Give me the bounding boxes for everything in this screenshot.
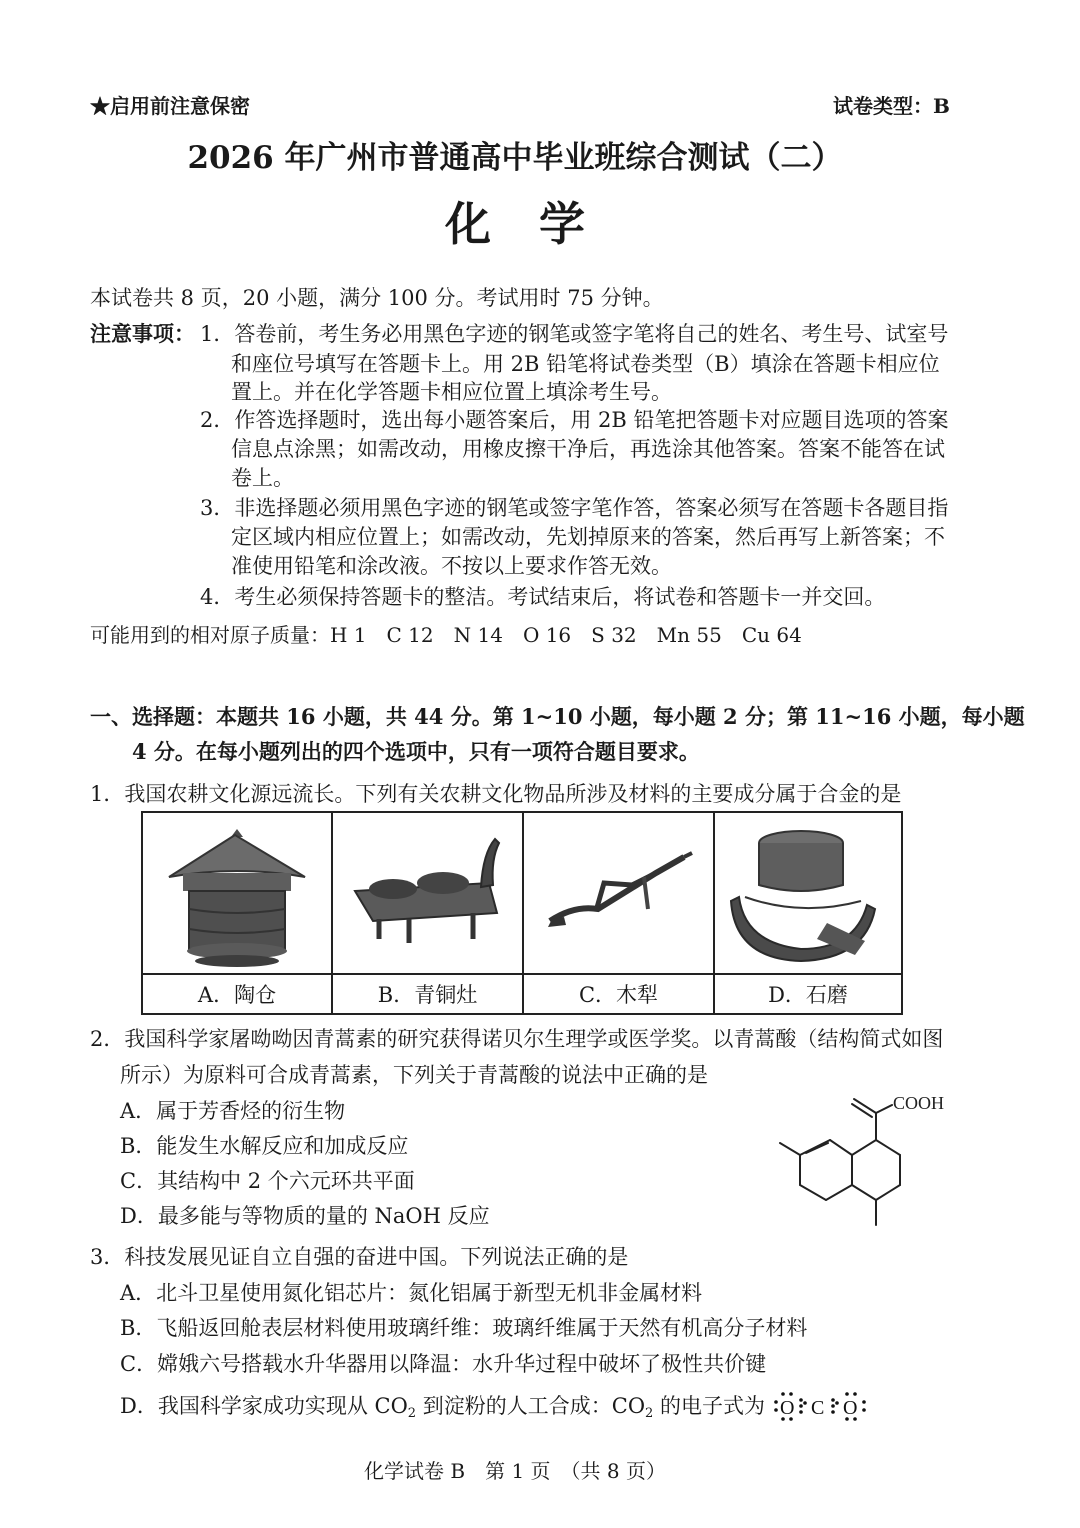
notice-line: 信息点涂黑；如需改动，用橡皮擦干净后，再选涂其他答案。答案不能答在试 — [231, 437, 945, 461]
section-heading: 一、选择题：本题共 16 小题，共 44 分。第 1~10 小题，每小题 2 分；第 11~16 小题，每小题 — [90, 704, 1025, 729]
q1-option-a-cell — [143, 813, 333, 1013]
q2-stem-cont: 所示）为原料可合成青蒿素，下列关于青蒿酸的说法中正确的是 — [120, 1063, 708, 1087]
notice-line: 1．答卷前，考生务必用黑色字迹的钢笔或签字笔将自己的姓名、考生号、试室号 — [200, 322, 949, 346]
q1-stem: 1．我国农耕文化源远流长。下列有关农耕文化物品所涉及材料的主要成分属于合金的是 — [90, 782, 902, 806]
notice-line: 和座位号填写在答题卡上。用 2B 铅笔将试卷类型（B）填涂在答题卡相应位 — [231, 352, 940, 376]
subscript: 2 — [645, 1406, 654, 1421]
section-heading-cont: 4 分。在每小题列出的四个选项中，只有一项符合题目要求。 — [132, 739, 700, 764]
notice-line: 准使用铅笔和涂改液。不按以上要求作答无效。 — [231, 554, 672, 578]
notice-line: 4．考生必须保持答题卡的整洁。考试结束后，将试卷和答题卡一并交回。 — [200, 585, 886, 609]
q3-option-c: C．嫦娥六号搭载水升华器用以降温：水升华过程中破坏了极性共价键 — [120, 1352, 767, 1376]
paper-type-label: 试卷类型：B — [833, 94, 950, 118]
q1-option-d: D．石磨 — [768, 983, 848, 1007]
subscript: 2 — [407, 1406, 417, 1421]
q3-option-d-text: 的电子式为 — [653, 1394, 766, 1418]
q3-option-d — [120, 1392, 868, 1428]
q1-option-c: C．木犁 — [578, 983, 659, 1007]
oxygen-atom: O — [842, 1397, 858, 1419]
q2-stem: 2．我国科学家屠呦呦因青蒿素的研究获得诺贝尔生理学或医学奖。以青蒿酸（结构简式如图 — [90, 1027, 944, 1051]
carbon-atom: C — [810, 1397, 825, 1419]
confidential-label: ★启用前注意保密 — [90, 94, 250, 118]
notice-label: 注意事项： — [90, 321, 195, 346]
wooden-plough-image — [524, 813, 713, 975]
notice-line: 定区域内相应位置上；如需改动，先划掉原来的答案，然后再写上新答案；不 — [231, 525, 945, 549]
page-footer: 化学试卷 B 第 1 页 （共 8 页） — [364, 1459, 666, 1483]
q1-option-b: B．青铜灶 — [377, 983, 478, 1007]
q3-option-d-text: 到淀粉的人工合成：CO — [416, 1394, 646, 1418]
q2-option-a: A．属于芳香烃的衍生物 — [120, 1099, 346, 1123]
q1-option-c-cell — [524, 813, 715, 1013]
q3-option-d-text: D．我国科学家成功实现从 CO — [120, 1394, 408, 1418]
notice-line: 2．作答选择题时，选出每小题答案后，用 2B 铅笔把答题卡对应题目选项的答案 — [200, 408, 949, 432]
q2-option-b: B．能发生水解反应和加成反应 — [120, 1134, 409, 1158]
q3-option-b: B．飞船返回舱表层材料使用玻璃纤维：玻璃纤维属于天然有机高分子材料 — [120, 1316, 808, 1340]
artemisinic-acid-structure — [770, 1085, 970, 1235]
pottery-granary-image — [143, 813, 331, 975]
subject-title: 化学 — [445, 197, 633, 251]
q3-option-a: A．北斗卫星使用氮化铝芯片：氮化铝属于新型无机非金属材料 — [120, 1281, 703, 1305]
q1-option-b-cell — [333, 813, 524, 1013]
q1-image-table — [141, 811, 903, 1015]
stone-mill-image — [715, 813, 901, 975]
cooh-label: COOH — [893, 1093, 945, 1113]
exam-title: 2026 年广州市普通高中毕业班综合测试（二） — [187, 140, 843, 176]
q1-option-d-cell — [715, 813, 901, 1013]
q2-option-c: C．其结构中 2 个六元环共平面 — [120, 1169, 415, 1193]
notice-line: 3．非选择题必须用黑色字迹的钢笔或签字笔作答，答案必须写在答题卡各题目指 — [200, 496, 949, 520]
notice-line: 置上。并在化学答题卡相应位置上填涂考生号。 — [231, 380, 672, 404]
oxygen-atom: O — [779, 1397, 795, 1419]
notice-line: 卷上。 — [231, 466, 294, 490]
atomic-masses: 可能用到的相对原子质量：H 1 C 12 N 14 O 16 S 32 Mn 55 Cu 64 — [90, 623, 802, 647]
exam-intro: 本试卷共 8 页，20 小题，满分 100 分。考试用时 75 分钟。 — [90, 286, 664, 310]
q1-option-a: A．陶仓 — [197, 983, 277, 1007]
q3-stem: 3．科技发展见证自立自强的奋进中国。下列说法正确的是 — [90, 1245, 629, 1269]
q2-option-d: D．最多能与等物质的量的 NaOH 反应 — [120, 1204, 490, 1228]
co2-electron-formula — [772, 1393, 868, 1419]
bronze-stove-image — [333, 813, 522, 975]
